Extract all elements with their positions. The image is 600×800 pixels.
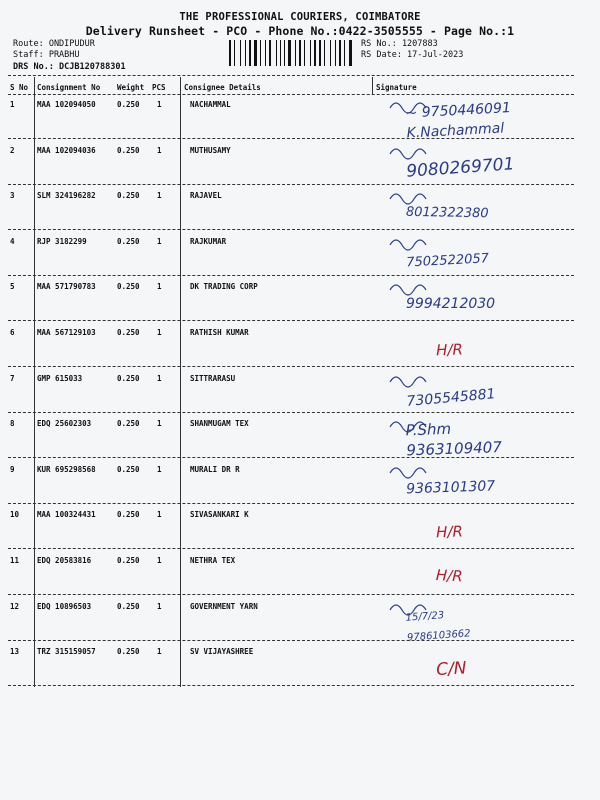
col-separator — [372, 77, 373, 95]
signature-text: 9363101307 — [405, 478, 496, 498]
row-rule — [8, 366, 574, 367]
row-sno: 12 — [10, 601, 20, 611]
row-rule — [8, 138, 574, 139]
drs-number: DRS No.: DCJB120788301 — [13, 62, 126, 72]
row-consignee: SHANMUGAM TEX — [190, 419, 249, 429]
route-label: Route: ONDIPUDUR — [13, 39, 95, 49]
row-consignee: NETHRA TEX — [190, 556, 236, 565]
col-separator — [180, 77, 181, 687]
row-consignment-no: MAA 100324431 — [37, 510, 96, 520]
signature-text: ~ 9750446091 — [405, 100, 512, 122]
signature-text: C/N — [435, 658, 468, 681]
signature-text: 9363109407 — [406, 438, 503, 460]
col-header-pcs: PCS — [152, 83, 166, 92]
signature-text: 9994212030 — [406, 296, 496, 313]
signature-text: 15/7/23 — [405, 609, 445, 624]
row-consignment-no: EDQ 25602303 — [37, 419, 92, 429]
row-weight: 0.250 — [117, 100, 140, 109]
row-consignee: MURALI DR R — [190, 464, 240, 474]
row-rule — [8, 594, 574, 595]
row-weight: 0.250 — [117, 419, 140, 429]
row-sno: 3 — [10, 191, 15, 201]
row-pcs: 1 — [157, 145, 162, 155]
row-weight: 0.250 — [117, 282, 140, 292]
row-rule — [8, 275, 574, 276]
row-pcs: 1 — [157, 282, 162, 292]
row-consignment-no: GMP 615033 — [37, 373, 83, 383]
row-signature — [376, 96, 572, 140]
row-signature — [376, 506, 572, 550]
row-sno: 10 — [10, 510, 20, 520]
row-sno: 2 — [10, 145, 15, 155]
row-pcs: 1 — [157, 419, 162, 429]
col-header-consignment: Consignment No — [37, 83, 101, 92]
row-consignment-no: MAA 567129103 — [37, 328, 96, 337]
row-consignment-no: EDQ 20583816 — [37, 556, 92, 565]
signature-text: H/R — [435, 340, 464, 360]
row-signature — [376, 598, 572, 642]
row-signature — [376, 552, 572, 596]
row-consignee: SITTRARASU — [190, 373, 236, 383]
row-consignee: SIVASANKARI K — [190, 510, 249, 520]
row-sno: 1 — [10, 100, 15, 109]
row-consignment-no: EDQ 10896503 — [37, 601, 92, 611]
row-weight: 0.250 — [117, 647, 140, 657]
row-sno: 13 — [10, 647, 20, 657]
row-rule — [8, 640, 574, 641]
row-rule — [8, 503, 574, 504]
row-weight: 0.250 — [117, 556, 140, 565]
row-pcs: 1 — [157, 100, 162, 109]
row-weight: 0.250 — [117, 464, 140, 474]
row-sno: 11 — [10, 556, 20, 565]
signature-text: 8012322380 — [405, 205, 489, 222]
col-header-sno: S No — [10, 83, 29, 92]
row-weight: 0.250 — [117, 510, 140, 520]
rs-date: RS Date: 17-Jul-2023 — [361, 50, 464, 60]
col-separator — [34, 77, 35, 687]
staff-label: Staff: PRABHU — [13, 50, 80, 60]
row-weight: 0.250 — [117, 373, 140, 383]
row-consignee: RAJKUMAR — [190, 236, 227, 246]
signature-text: 7502522057 — [405, 251, 490, 271]
row-sno: 5 — [10, 282, 15, 292]
col-header-signature: Signature — [376, 83, 417, 92]
col-header-consignee: Consignee Details — [184, 83, 261, 92]
row-consignment-no: MAA 102094036 — [37, 145, 96, 155]
rs-number: RS No.: 1207883 — [361, 39, 438, 49]
row-weight: 0.250 — [117, 601, 140, 611]
row-rule — [8, 184, 574, 185]
runsheet-subtitle: Delivery Runsheet - PCO - Phone No.:0422-3505555 - Page No.:1 — [85, 24, 515, 38]
row-rule — [8, 320, 574, 321]
row-consignee: MUTHUSAMY — [190, 145, 231, 155]
row-signature — [376, 415, 572, 459]
row-rule — [8, 412, 574, 413]
row-pcs: 1 — [157, 191, 162, 201]
row-consignee: RATHISH KUMAR — [190, 328, 249, 337]
header-bottom-rule — [8, 94, 574, 95]
row-consignment-no: MAA 571790783 — [37, 282, 96, 292]
row-signature — [376, 643, 572, 687]
row-sno: 9 — [10, 464, 15, 474]
header-top-rule — [8, 75, 574, 76]
col-header-weight: Weight — [117, 83, 145, 92]
row-consignment-no: SLM 324196282 — [37, 191, 96, 201]
company-title: THE PROFESSIONAL COURIERS, COIMBATORE — [179, 11, 421, 23]
signature-text: K.Nachammal — [406, 120, 505, 142]
row-weight: 0.250 — [117, 236, 140, 246]
row-pcs: 1 — [157, 556, 162, 565]
row-consignment-no: RJP 3182299 — [37, 236, 87, 246]
row-rule — [8, 229, 574, 230]
row-consignment-no: MAA 102094050 — [37, 100, 96, 109]
row-consignment-no: KUR 695298568 — [37, 464, 96, 474]
row-signature — [376, 324, 572, 368]
row-weight: 0.250 — [117, 328, 140, 337]
signature-text: P.Shm — [405, 419, 452, 440]
row-weight: 0.250 — [117, 191, 140, 201]
row-sno: 4 — [10, 236, 15, 246]
row-sno: 6 — [10, 328, 15, 337]
row-signature — [376, 278, 572, 322]
row-signature — [376, 142, 572, 186]
row-consignee: GOVERNMENT YARN — [190, 601, 258, 611]
row-pcs: 1 — [157, 328, 162, 337]
row-sno: 7 — [10, 373, 15, 383]
row-rule — [8, 457, 574, 458]
row-rule — [8, 548, 574, 549]
row-sno: 8 — [10, 419, 15, 429]
row-signature — [376, 233, 572, 277]
row-pcs: 1 — [157, 647, 162, 657]
row-pcs: 1 — [157, 236, 162, 246]
row-consignee: RAJAVEL — [190, 191, 222, 201]
row-pcs: 1 — [157, 373, 162, 383]
row-signature — [376, 461, 572, 505]
row-consignee: SV VIJAYASHREE — [190, 647, 254, 657]
barcode-image — [229, 40, 353, 66]
row-consignment-no: TRZ 315159057 — [37, 647, 96, 657]
row-pcs: 1 — [157, 464, 162, 474]
row-pcs: 1 — [157, 510, 162, 520]
row-consignee: DK TRADING CORP — [190, 282, 258, 292]
signature-text: 7305545881 — [405, 385, 497, 410]
signature-text: 9080269701 — [405, 153, 515, 182]
row-signature — [376, 187, 572, 231]
row-rule — [8, 685, 574, 686]
row-weight: 0.250 — [117, 145, 140, 155]
row-signature — [376, 370, 572, 414]
signature-text: 9786103662 — [406, 627, 471, 644]
row-pcs: 1 — [157, 601, 162, 611]
signature-text: H/R — [435, 566, 464, 586]
row-consignee: NACHAMMAL — [190, 100, 231, 109]
signature-text: H/R — [435, 522, 464, 542]
